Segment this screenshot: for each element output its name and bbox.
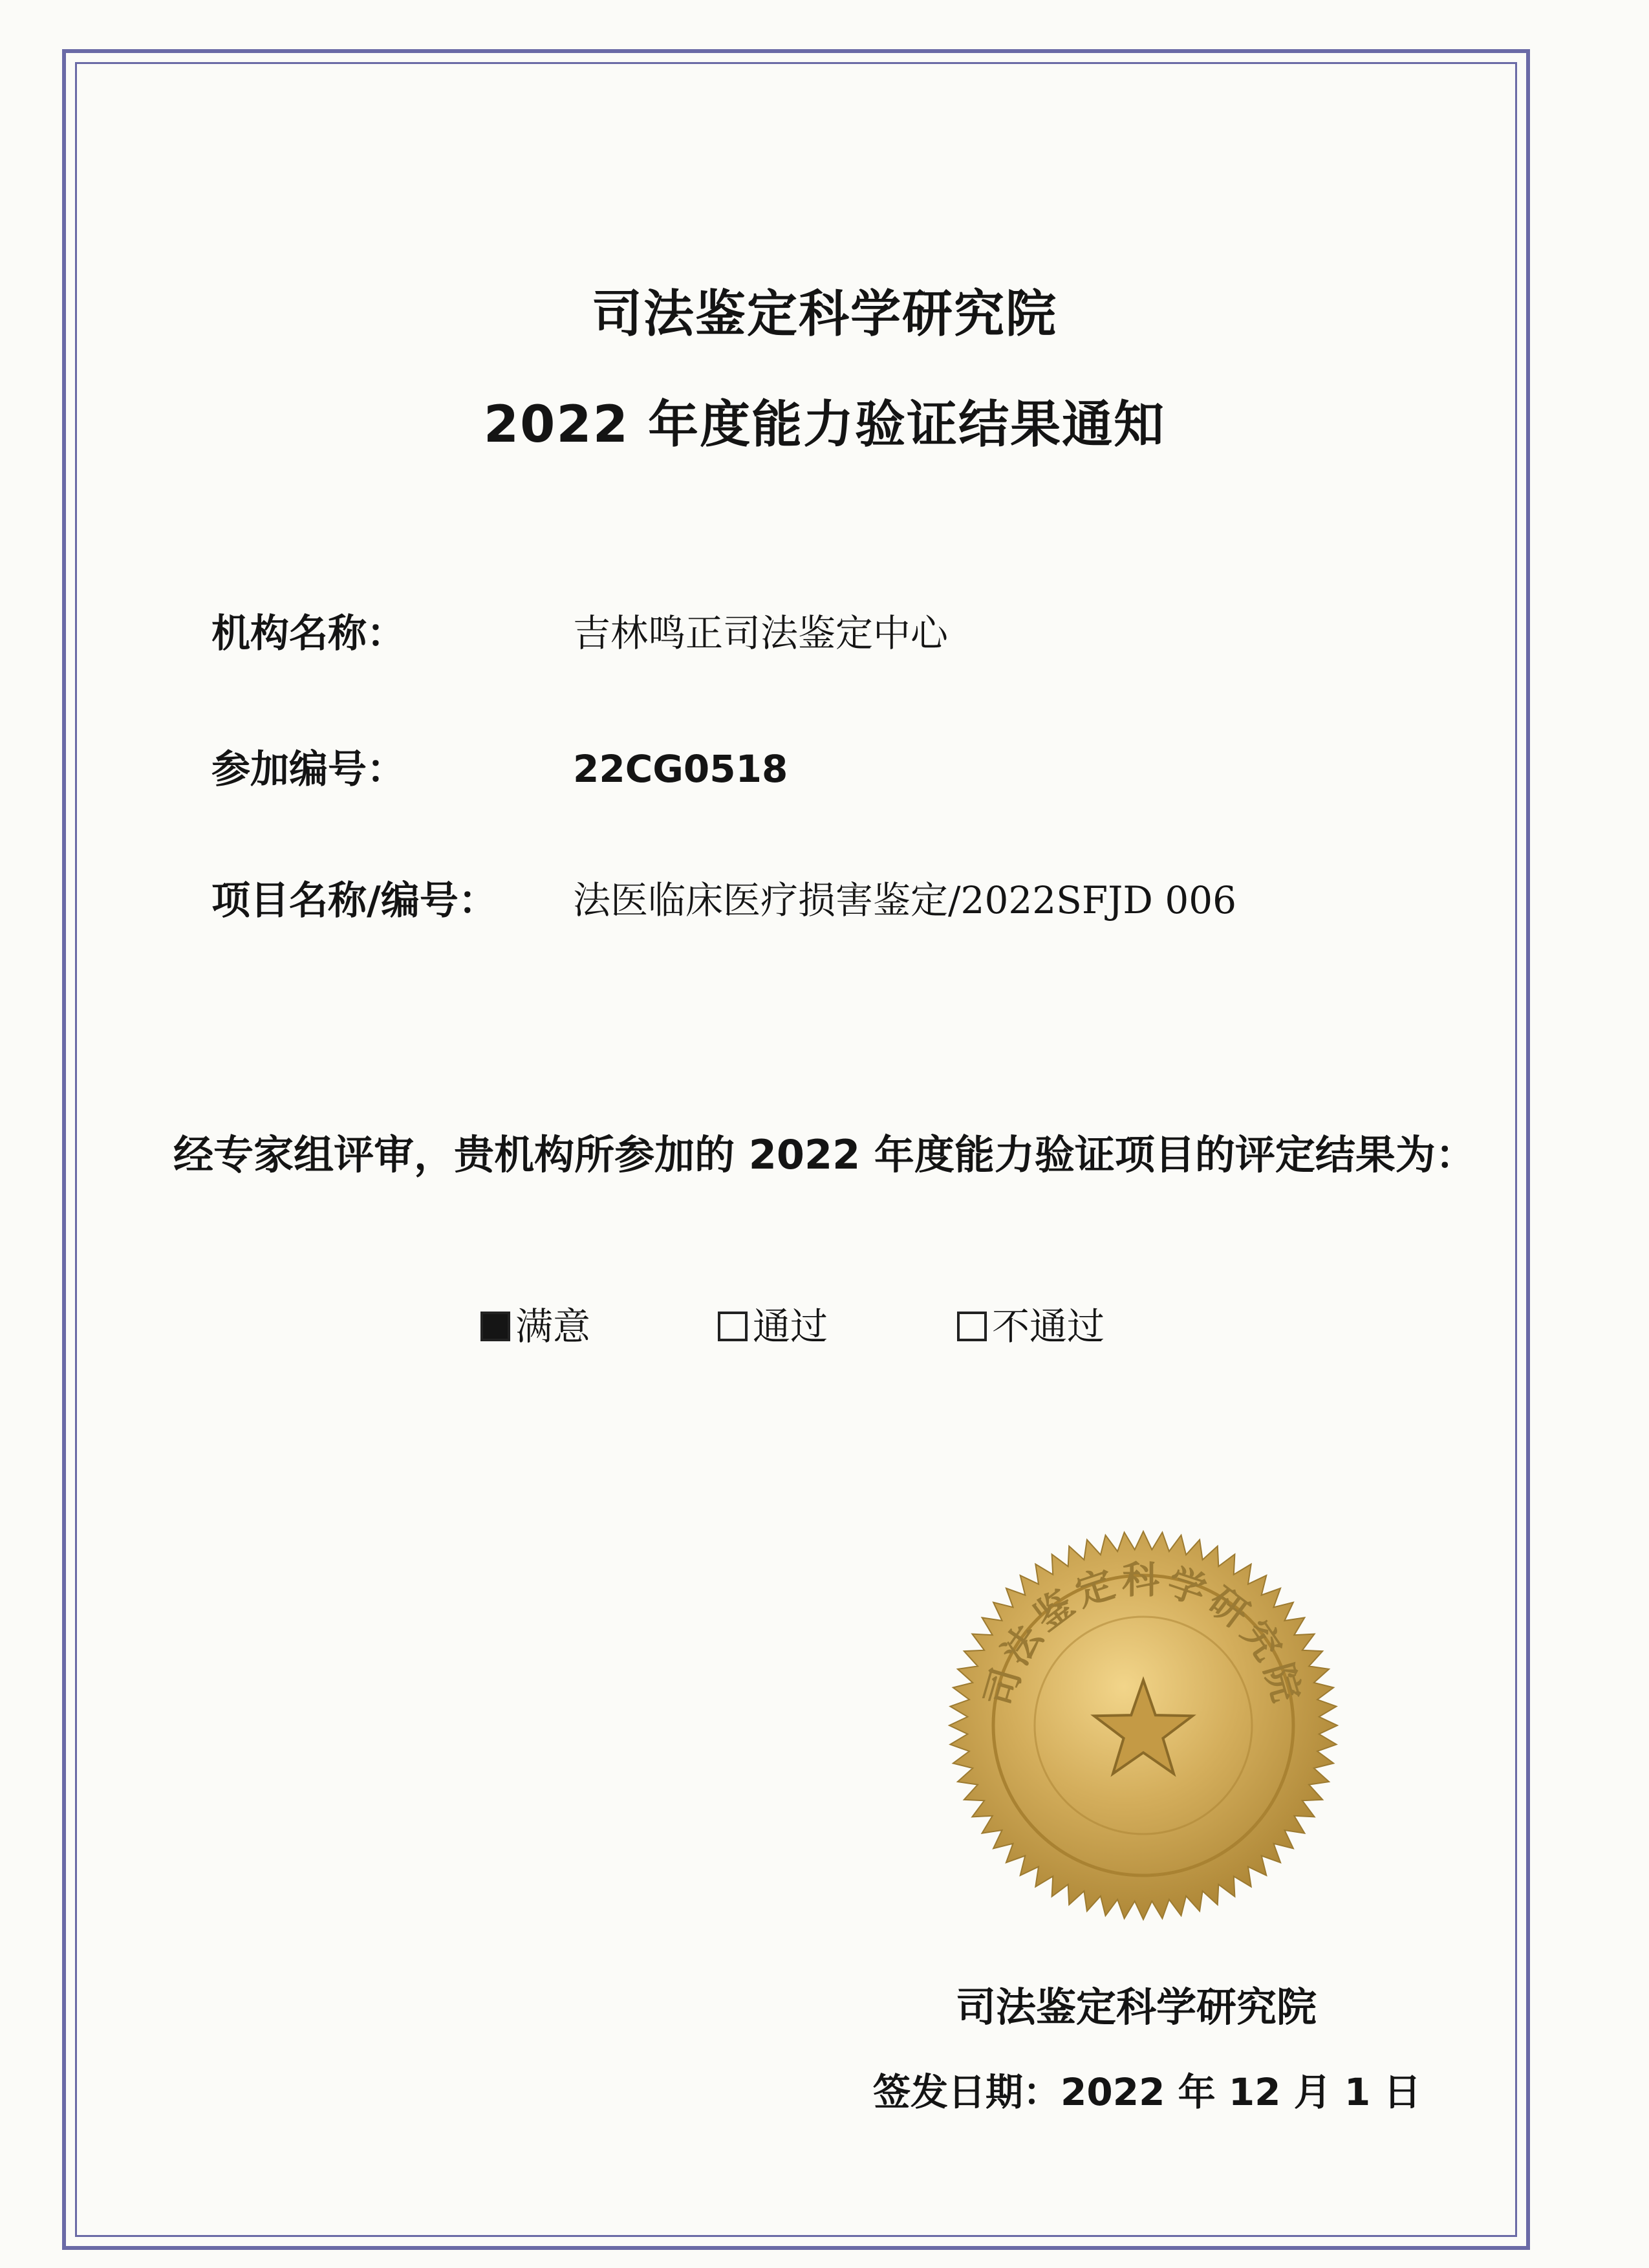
gold-seal-icon bbox=[943, 1525, 1344, 1926]
issue-date-label: 签发日期： bbox=[873, 2070, 1061, 2114]
checkbox-empty-icon bbox=[957, 1312, 987, 1341]
seal-text: 司法鉴定科学研究院 bbox=[976, 1558, 1310, 1712]
option-label: 满意 bbox=[515, 1304, 591, 1348]
project-value: 法医临床医疗损害鉴定/2022SFJD 006 bbox=[573, 878, 1237, 922]
option-pass bbox=[718, 1304, 828, 1348]
issue-date bbox=[873, 2070, 1421, 2114]
issuer-name: 司法鉴定科学研究院 bbox=[956, 1983, 1317, 2031]
option-label: 通过 bbox=[753, 1304, 828, 1348]
project-label: 项目名称/编号： bbox=[211, 878, 497, 923]
document-title-notice: 2022 年度能力验证结果通知 bbox=[483, 396, 1166, 454]
checkbox-checked-icon bbox=[480, 1312, 510, 1341]
participant-number-value: 22CG0518 bbox=[573, 747, 788, 791]
document-title-institute: 司法鉴定科学研究院 bbox=[591, 285, 1057, 343]
issue-date-value: 2022 年 12 月 1 日 bbox=[1061, 2070, 1421, 2114]
option-label: 不通过 bbox=[992, 1304, 1105, 1348]
checkbox-empty-icon bbox=[718, 1312, 748, 1341]
option-satisfactory bbox=[480, 1304, 591, 1348]
participant-number-label: 参加编号： bbox=[211, 747, 405, 792]
institution-label: 机构名称： bbox=[211, 611, 405, 656]
option-fail bbox=[957, 1304, 1105, 1348]
institution-value: 吉林鸣正司法鉴定中心 bbox=[573, 611, 949, 655]
evaluation-statement: 经专家组评审，贵机构所参加的 2022 年度能力验证项目的评定结果为： bbox=[173, 1131, 1476, 1178]
